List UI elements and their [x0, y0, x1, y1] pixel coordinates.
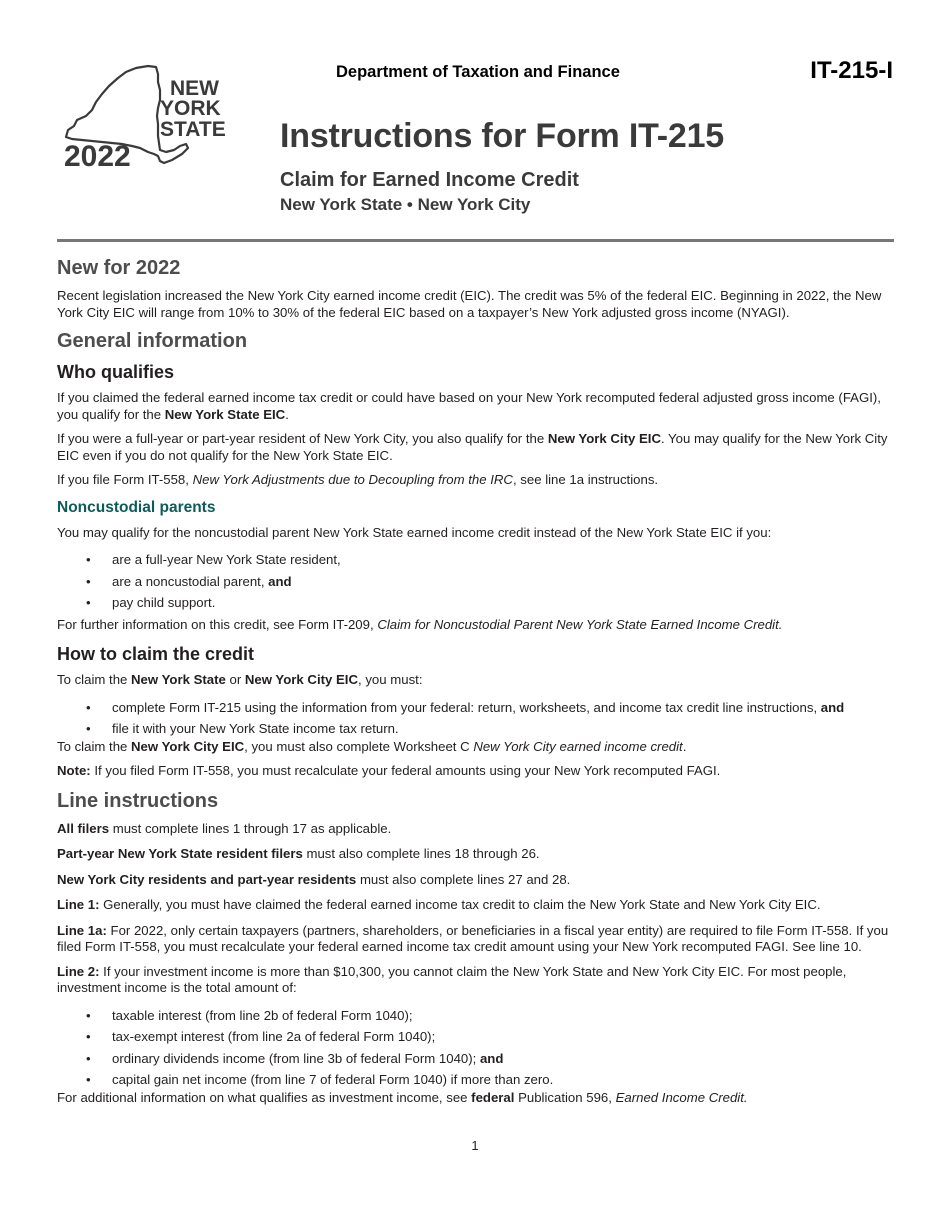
list-item: • ordinary dividends income (from line 3b of federal Form 1040); and	[57, 1051, 897, 1068]
list-item: • are a full-year New York State resident,	[57, 552, 897, 569]
new-for-2022-heading: New for 2022	[57, 257, 181, 279]
form-id: IT-215-I	[810, 57, 893, 84]
how-to-claim-note: Note: If you filed Form IT-558, you must recalculate your federal amounts using your New York recomputed FAGI.	[57, 763, 721, 778]
logo-line3: STATE	[160, 118, 226, 141]
noncustodial-parents-heading: Noncustodial parents	[57, 498, 216, 516]
noncustodial-intro: You may qualify for the noncustodial parent New York State earned income credit instead of the New York State EIC if you:	[57, 524, 772, 540]
form-1040-link[interactable]: Form 1040	[340, 1007, 405, 1023]
all-filers-text: All filers must complete lines 1 through 17 as applicable.	[57, 820, 392, 836]
logo-line2: YORK	[160, 97, 221, 120]
form-it-209-link[interactable]: Form IT-209	[298, 616, 370, 632]
line-1a-text: Line 1a: For 2022, only certain taxpayers (partners, shareholders, or beneficiaries in a fiscal year entity) are required to file Form IT-558. If you filed Form IT-558, you must recalculate your federal earned income tax credit amount using your New York recomputed FAGI. See line 10.	[57, 922, 889, 954]
who-qualifies-heading: Who qualifies	[57, 362, 174, 382]
page-title: Instructions for Form IT-215	[280, 117, 725, 155]
page-subtitle: Claim for Earned Income Credit	[280, 169, 579, 191]
how-to-claim-heading: How to claim the credit	[57, 644, 255, 664]
list-item: • pay child support.	[57, 595, 897, 612]
list-item: • file it with your New York State income tax return.	[57, 721, 897, 738]
new-for-2022-text: Recent legislation increased the New York City earned income credit (EIC). The credit was 5% of the federal EIC. Beginning in 2022, the New York City EIC will range from 10% to 30% of the federal EIC based on a taxpayer’s New York adjusted gross income (NYAGI).	[57, 288, 882, 320]
nyc-residents-text: New York City residents and part-year residents must also complete lines 27 and 28.	[57, 871, 571, 887]
logo-year: 2022	[64, 140, 131, 172]
document-body	[57, 256, 897, 1114]
publication-596-link[interactable]: Publication 596	[514, 1089, 609, 1105]
who-qualifies-para-3: If you file Form IT-558, New York Adjustments due to Decoupling from the IRC, see line 1a instructions.	[57, 472, 659, 487]
investment-income-list	[57, 1008, 897, 1089]
noncustodial-list	[57, 552, 897, 612]
worksheet-c-link[interactable]: Worksheet C	[393, 738, 470, 754]
nyc-eic-worksheet-text: To claim the New York City EIC, you must also complete Worksheet C New York City earned income credit.	[57, 738, 687, 754]
noncustodial-further-info: For further information on this credit, see Form IT-209, Claim for Noncustodial Parent New York State Earned Income Credit.	[57, 616, 783, 632]
list-item: • capital gain net income (from line 7 of federal Form 1040) if more than zero.	[57, 1072, 897, 1089]
page-subtitle-2: New York State • New York City	[280, 195, 531, 214]
list-item: • taxable interest (from line 2b of federal Form 1040);	[57, 1008, 897, 1025]
page-number: 1	[471, 1138, 479, 1153]
how-to-claim-intro: To claim the New York State or New York City EIC, you must:	[57, 672, 423, 687]
additional-info-text: For additional information on what qualifies as investment income, see federal Publication 596, Earned Income Credit.	[57, 1089, 748, 1105]
who-qualifies-para-2: If you were a full-year or part-year resident of New York City, you also qualify for the New York City EIC. You may qualify for the New York City EIC even if you do not qualify for the New York State EIC.	[57, 431, 888, 463]
logo-line1: NEW	[170, 77, 219, 100]
who-qualifies-para-1: If you claimed the federal earned income tax credit or could have based on your New York recomputed federal adjusted gross income (FAGI), you qualify for the New York State EIC.	[57, 390, 881, 422]
header-divider	[57, 239, 894, 242]
department-name: Department of Taxation and Finance	[336, 63, 620, 81]
general-information-heading: General information	[57, 330, 248, 352]
line-1-text: Line 1: Generally, you must have claimed the federal earned income tax credit to claim the New York State and New York City EIC.	[57, 897, 821, 912]
part-year-filers-text: Part-year New York State resident filers must also complete lines 18 through 26.	[57, 846, 540, 861]
list-item: • tax-exempt interest (from line 2a of federal Form 1040);	[57, 1029, 897, 1046]
how-to-claim-list	[57, 700, 897, 738]
form-it-558-link[interactable]: Form IT-558	[113, 472, 186, 487]
list-item: • are a noncustodial parent, and	[57, 574, 897, 591]
line-2-text: Line 2: If your investment income is more than $10,300, you cannot claim the New York State and New York City EIC. For most people, investment income is the total amount of:	[57, 963, 847, 995]
line-instructions-heading: Line instructions	[57, 789, 219, 812]
list-item: • complete Form IT-215 using the information from your federal: return, worksheets, and income tax credit line instructions, and	[57, 700, 897, 717]
nys-logo	[62, 64, 234, 172]
